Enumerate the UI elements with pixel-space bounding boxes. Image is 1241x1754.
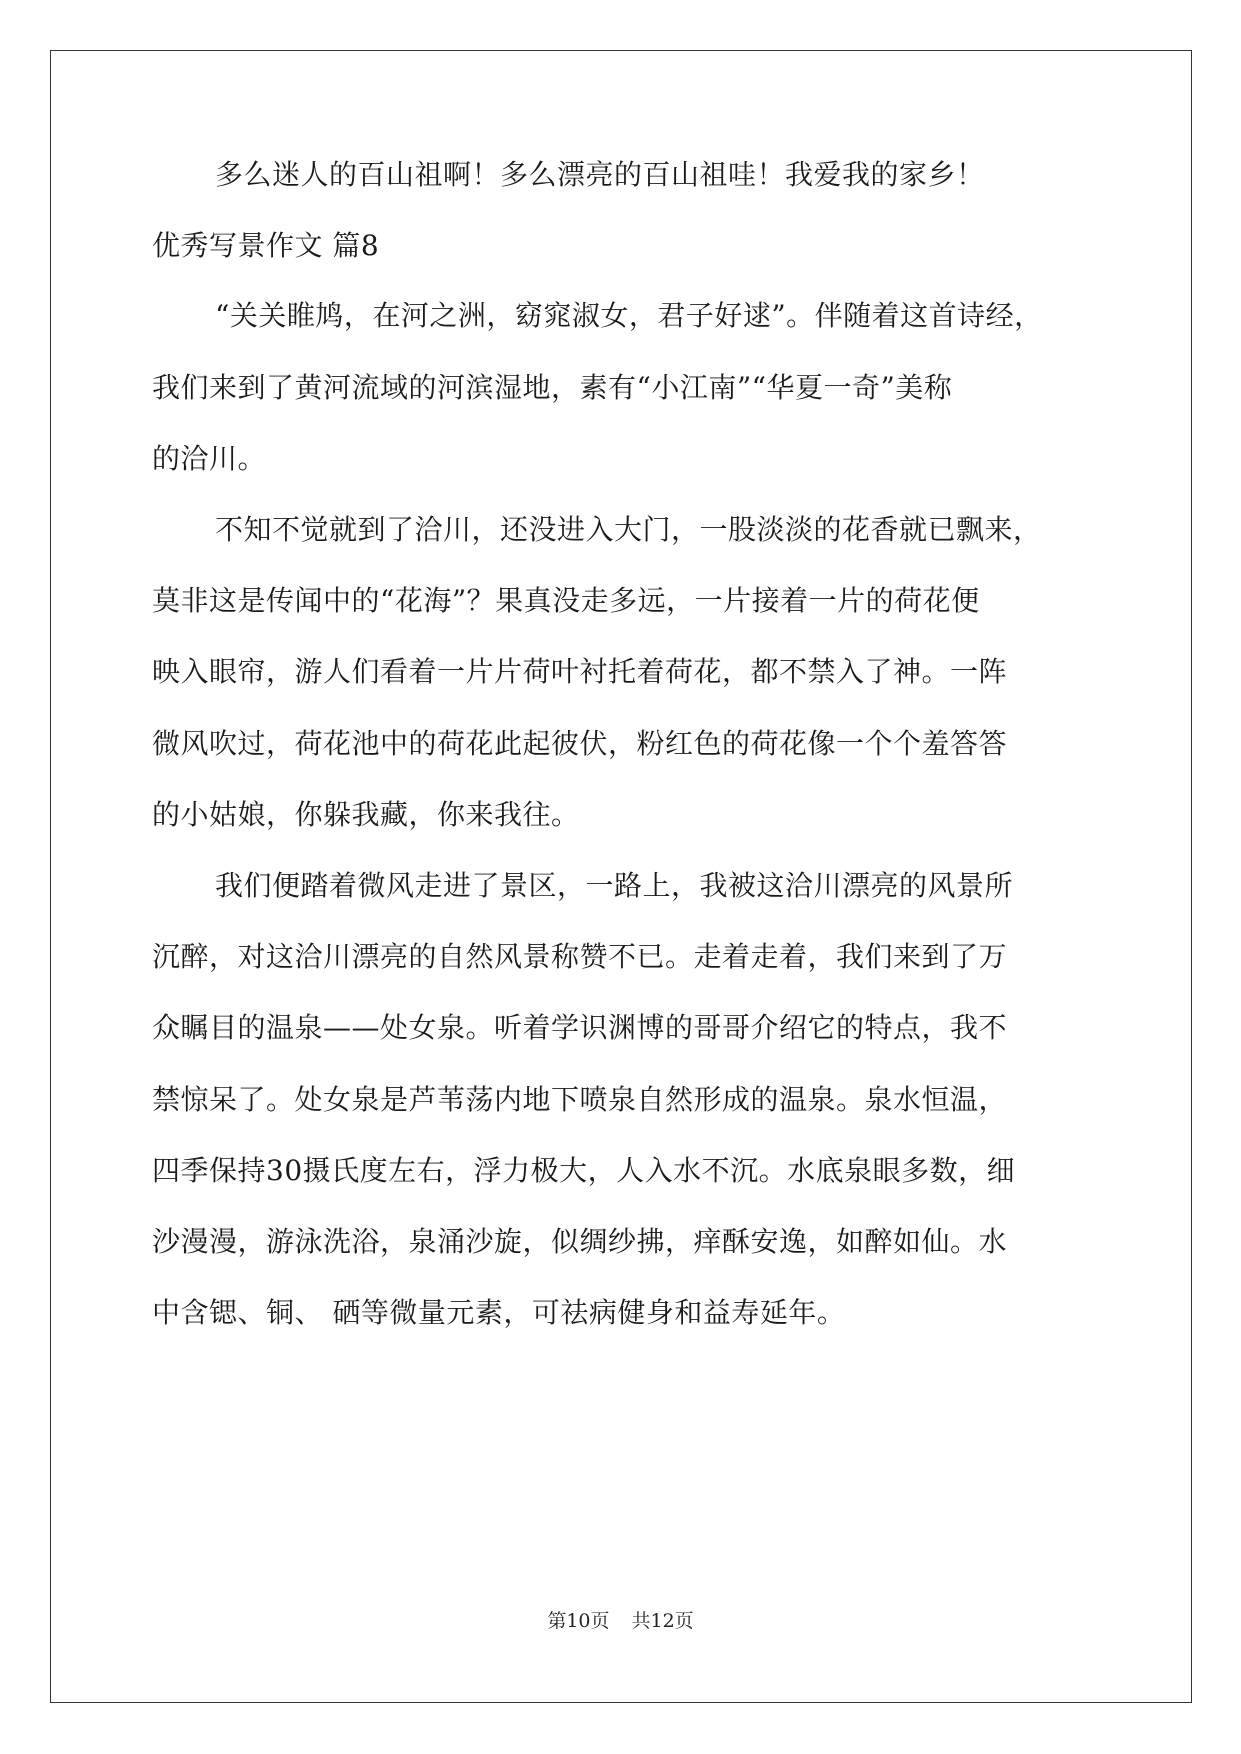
page-number-current: 第10页 [547, 1610, 610, 1632]
paragraph-line: 沉醉，对这洽川漂亮的自然风景称赞不已。走着走着，我们来到了万 [152, 940, 1008, 973]
paragraph-line: 的洽川。 [152, 442, 267, 475]
paragraph-line: 沙漫漫，游泳洗浴，泉涌沙旋，似绸纱拂，痒酥安逸，如醉如仙。水 [152, 1225, 1008, 1258]
page-number-total: 共12页 [631, 1610, 694, 1632]
paragraph-line: 莫非这是传闻中的“花海”？果真没走多远，一片接着一片的荷花便 [152, 584, 980, 617]
paragraph-line: 我们便踏着微风走进了景区，一路上，我被这洽川漂亮的风景所 [215, 869, 1014, 902]
paragraph-line: 多么迷人的百山祖啊！多么漂亮的百山祖哇！我爱我的家乡！ [215, 158, 985, 191]
paragraph-line: “关关睢鸠，在河之洲，窈窕淑女，君子好逑”。伴随着这首诗经， [215, 299, 1043, 332]
paragraph-line: 不知不觉就到了洽川，还没进入大门，一股淡淡的花香就已飘来， [215, 513, 1042, 546]
paragraph-line: 中含锶、铜、 硒等微量元素，可祛病健身和益寿延年。 [152, 1296, 846, 1329]
paragraph-line: 的小姑娘，你躲我藏，你来我往。 [152, 798, 580, 831]
page-footer [0, 1609, 1241, 1633]
paragraph-line: 我们来到了黄河流域的河滨湿地，素有“小江南”“华夏一奇”美称 [152, 371, 953, 404]
paragraph-line: 映入眼帘，游人们看着一片片荷叶衬托着荷花，都不禁入了神。一阵 [152, 655, 1008, 688]
paragraph-line: 微风吹过，荷花池中的荷花此起彼伏，粉红色的荷花像一个个羞答答 [152, 727, 1008, 760]
section-heading: 优秀写景作文 篇8 [152, 229, 380, 262]
paragraph-line: 禁惊呆了。处女泉是芦苇荡内地下喷泉自然形成的温泉。泉水恒温， [152, 1083, 1008, 1116]
paragraph-line: 四季保持30摄氏度左右，浮力极大，人入水不沉。水底泉眼多数，细 [152, 1154, 1016, 1187]
paragraph-line: 众瞩目的温泉——处女泉。听着学识渊博的哥哥介绍它的特点，我不 [152, 1011, 1008, 1044]
